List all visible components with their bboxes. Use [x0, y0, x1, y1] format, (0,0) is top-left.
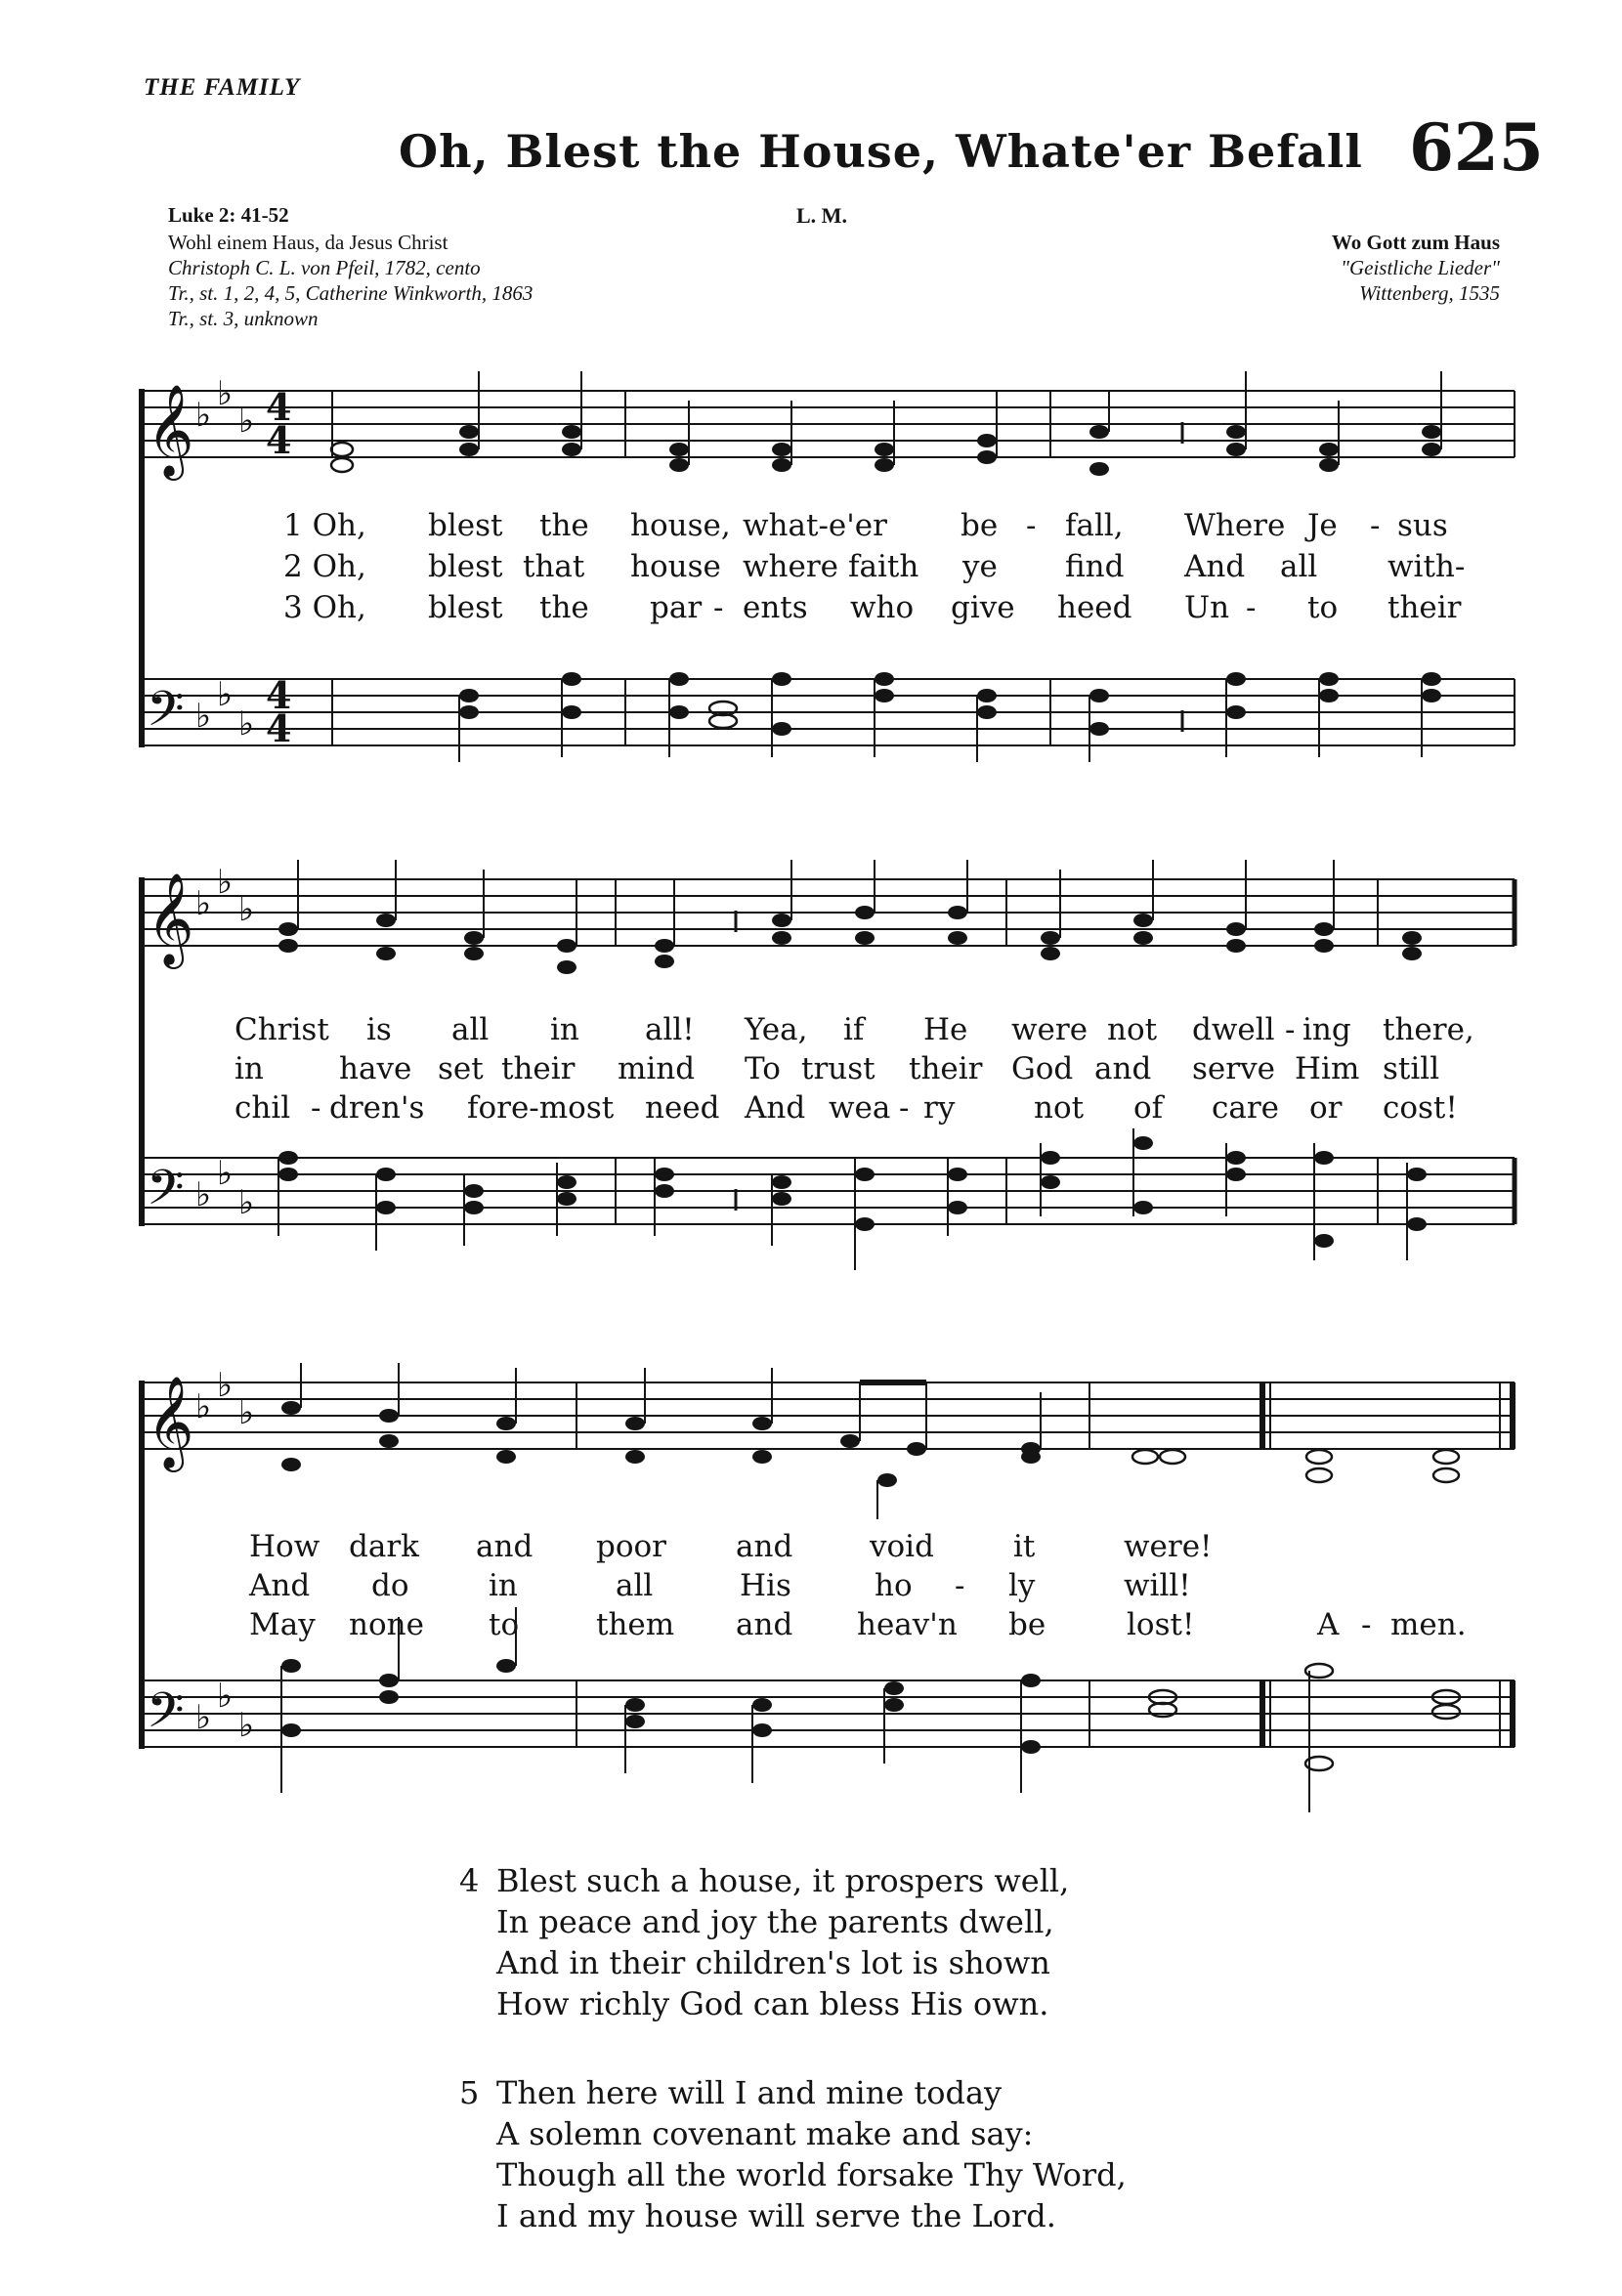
svg-text:♭: ♭ — [195, 697, 212, 736]
syllable: to — [489, 1607, 520, 1642]
syllable: Je — [1307, 508, 1338, 543]
syllable: will! — [1124, 1568, 1191, 1603]
svg-text:♭: ♭ — [195, 1698, 212, 1737]
syllable: - — [1246, 590, 1257, 625]
syllable: their — [1387, 590, 1462, 625]
syllable: wea — [829, 1090, 891, 1126]
syllable: And — [745, 1090, 806, 1126]
syllable: find — [1065, 549, 1125, 584]
svg-text:♭: ♭ — [217, 863, 234, 902]
stanza-5 — [459, 2074, 1127, 2234]
syllable: - — [1361, 1607, 1372, 1642]
syllable: ing — [1302, 1012, 1351, 1047]
syllable: care — [1212, 1090, 1280, 1126]
syllable: mind — [618, 1051, 696, 1086]
syllable: who — [850, 590, 915, 625]
svg-text:♭: ♭ — [195, 884, 212, 923]
syllable: And — [1184, 549, 1246, 584]
syllable: ry — [923, 1090, 956, 1126]
verse-3-line-2 — [235, 1090, 1458, 1126]
stanza-line — [459, 2074, 1127, 2111]
syllable: all — [616, 1568, 654, 1603]
syllable: set — [438, 1051, 484, 1086]
syllable: Where — [1184, 508, 1286, 543]
stanza-number: 4 — [459, 1862, 480, 1899]
syllable: cost! — [1383, 1090, 1458, 1126]
syllable: not — [1107, 1012, 1158, 1047]
stanza-4 — [459, 1862, 1069, 2022]
svg-text:𝄢: 𝄢 — [147, 1160, 185, 1228]
syllable: Him — [1295, 1051, 1360, 1086]
svg-text:♭: ♭ — [217, 1154, 234, 1193]
syllable: 2 Oh, — [283, 549, 366, 584]
syllable: in — [235, 1051, 264, 1086]
svg-text:♭: ♭ — [217, 1677, 234, 1716]
syllable: house, — [630, 508, 731, 543]
verse-2-line-3 — [249, 1568, 1191, 1603]
syllable: - — [1285, 1012, 1296, 1047]
syllable: God — [1011, 1051, 1074, 1086]
syllable: ye — [962, 549, 998, 584]
syllable: that — [523, 549, 585, 584]
svg-text:♭: ♭ — [217, 675, 234, 714]
music-system-3 — [0, 1363, 1622, 1812]
syllable: - — [1370, 508, 1381, 543]
syllable: in — [489, 1568, 518, 1603]
syllable: blest — [428, 590, 503, 625]
syllable: May — [249, 1607, 316, 1642]
syllable: and — [736, 1607, 793, 1642]
syllable: dwell — [1192, 1012, 1275, 1047]
svg-text:♭: ♭ — [195, 1175, 212, 1214]
syllable: the — [539, 590, 589, 625]
stanza-line: In peace and joy the parents dwell, — [496, 1903, 1054, 1940]
translator-credit: Tr., st. 1, 2, 4, 5, Catherine Winkworth, 1863 — [168, 281, 534, 305]
syllable: or — [1309, 1090, 1343, 1126]
syllable: house — [630, 549, 721, 584]
stanza-line: I and my house will serve the Lord. — [496, 2197, 1056, 2234]
syllable: with- — [1387, 549, 1466, 584]
syllable: the — [539, 508, 589, 543]
syllable: - — [311, 1090, 321, 1126]
scripture-reference: Luke 2: 41-52 — [168, 203, 289, 227]
syllable: give — [951, 590, 1015, 625]
meter-label: L. M. — [796, 203, 847, 228]
syllable: all — [1280, 549, 1318, 584]
svg-text:4: 4 — [266, 706, 292, 750]
verse-2-line-2 — [235, 1051, 1440, 1086]
syllable: And — [249, 1568, 311, 1603]
syllable: of — [1133, 1090, 1164, 1126]
syllable: and — [476, 1529, 534, 1564]
syllable: trust — [801, 1051, 875, 1086]
syllable: their — [909, 1051, 983, 1086]
syllable: Christ — [235, 1012, 329, 1047]
syllable: do — [371, 1568, 409, 1603]
syllable: ly — [1008, 1568, 1036, 1603]
verse-2-line-1 — [283, 549, 1466, 584]
syllable: poor — [596, 1529, 666, 1564]
svg-text:♭: ♭ — [217, 374, 234, 413]
syllable: heav'n — [857, 1607, 958, 1642]
syllable: and — [736, 1529, 793, 1564]
tune-source: "Geistliche Lieder" — [1341, 256, 1500, 279]
syllable: Yea, — [745, 1012, 808, 1047]
syllable: none — [349, 1607, 424, 1642]
syllable: - — [713, 590, 724, 625]
syllable: blest — [428, 508, 503, 543]
svg-text:4: 4 — [266, 673, 292, 717]
syllable: men. — [1390, 1607, 1467, 1642]
syllable: - — [899, 1090, 910, 1126]
syllable: were! — [1124, 1529, 1213, 1564]
syllable: heed — [1057, 590, 1132, 625]
syllable: lost! — [1127, 1607, 1195, 1642]
verse-3-line-1 — [283, 590, 1462, 625]
syllable: and — [1094, 1051, 1152, 1086]
syllable: par — [650, 590, 703, 625]
syllable: be — [1008, 1607, 1046, 1642]
tune-origin: Wittenberg, 1535 — [1359, 281, 1500, 305]
syllable: need — [645, 1090, 720, 1126]
syllable: have — [339, 1051, 412, 1086]
stanza-number: 5 — [459, 2074, 480, 2111]
svg-text:♭: ♭ — [238, 890, 255, 929]
hymn-title: Oh, Blest the House, Whate'er Befall — [399, 125, 1363, 178]
stanza-line — [459, 1862, 1069, 1899]
section-label: THE FAMILY — [144, 74, 301, 101]
translator-credit-2: Tr., st. 3, unknown — [168, 307, 319, 330]
syllable: if — [843, 1012, 865, 1047]
syllable: there, — [1383, 1012, 1474, 1047]
hymn-number: 625 — [1409, 109, 1544, 186]
syllable: - — [955, 1568, 965, 1603]
svg-text:♭: ♭ — [238, 1183, 255, 1222]
syllable: chil — [235, 1090, 291, 1126]
syllable: ho — [875, 1568, 913, 1603]
verse-1-line-2 — [235, 1012, 1474, 1047]
stanza-text: Blest such a house, it prospers well, — [496, 1862, 1070, 1899]
stanza-line: Though all the world forsake Thy Word, — [496, 2156, 1127, 2193]
syllable: His — [740, 1568, 791, 1603]
syllable: be — [960, 508, 999, 543]
syllable: faith — [848, 549, 919, 584]
stanza-text: Then here will I and mine today — [496, 2074, 1003, 2111]
stanza-line: And in their children's lot is shown — [496, 1944, 1050, 1981]
svg-text:♭: ♭ — [217, 1366, 234, 1405]
syllable: to — [1307, 590, 1339, 625]
syllable: He — [923, 1012, 968, 1047]
syllable: not — [1034, 1090, 1085, 1126]
author-credit: Christoph C. L. von Pfeil, 1782, cento — [168, 256, 481, 279]
svg-text:♭: ♭ — [195, 1387, 212, 1426]
syllable: were — [1011, 1012, 1088, 1047]
tune-name: Wo Gott zum Haus — [1331, 231, 1500, 254]
syllable: A — [1317, 1607, 1340, 1642]
syllable: To — [745, 1051, 781, 1086]
syllable: their — [501, 1051, 576, 1086]
syllable: them — [596, 1607, 675, 1642]
svg-text:♭: ♭ — [195, 396, 212, 435]
svg-text:♭: ♭ — [238, 1706, 255, 1745]
svg-text:♭: ♭ — [238, 402, 255, 441]
syllable: dark — [349, 1529, 419, 1564]
syllable: is — [366, 1012, 392, 1047]
svg-text:𝄢: 𝄢 — [147, 1682, 185, 1751]
svg-text:𝄢: 𝄢 — [147, 681, 185, 749]
syllable: ents — [743, 590, 808, 625]
syllable: all — [451, 1012, 490, 1047]
syllable: - — [1026, 508, 1037, 543]
syllable: 3 Oh, — [283, 590, 366, 625]
syllable: sus — [1397, 508, 1448, 543]
syllable: dren's — [329, 1090, 425, 1126]
svg-text:♭: ♭ — [238, 704, 255, 744]
stanza-line: A solemn covenant make and say: — [496, 2115, 1034, 2152]
svg-text:𝄞: 𝄞 — [147, 384, 194, 477]
syllable: void — [870, 1529, 934, 1564]
syllable: in — [550, 1012, 579, 1047]
svg-text:𝄞: 𝄞 — [147, 1376, 194, 1468]
svg-text:4: 4 — [266, 385, 292, 429]
syllable: serve — [1192, 1051, 1275, 1086]
svg-text:♭: ♭ — [238, 1393, 255, 1432]
svg-text:4: 4 — [266, 418, 292, 462]
verse-3-line-3 — [249, 1607, 1467, 1642]
syllable: Un — [1184, 590, 1230, 625]
syllable: fall, — [1065, 508, 1124, 543]
svg-text:𝄞: 𝄞 — [147, 872, 194, 965]
syllable: it — [1013, 1529, 1036, 1564]
original-text-line: Wohl einem Haus, da Jesus Christ — [168, 231, 448, 254]
syllable: How — [249, 1529, 320, 1564]
syllable: what-e'er — [743, 508, 887, 543]
syllable: where — [743, 549, 839, 584]
verse-1-line-3 — [249, 1529, 1213, 1564]
syllable: all! — [645, 1012, 695, 1047]
syllable: still — [1383, 1051, 1440, 1086]
syllable: fore-most — [467, 1090, 615, 1126]
syllable: blest — [428, 549, 503, 584]
syllable: 1 Oh, — [283, 508, 366, 543]
stanza-line: How richly God can bless His own. — [496, 1985, 1049, 2022]
verse-1-line-1 — [283, 508, 1448, 543]
